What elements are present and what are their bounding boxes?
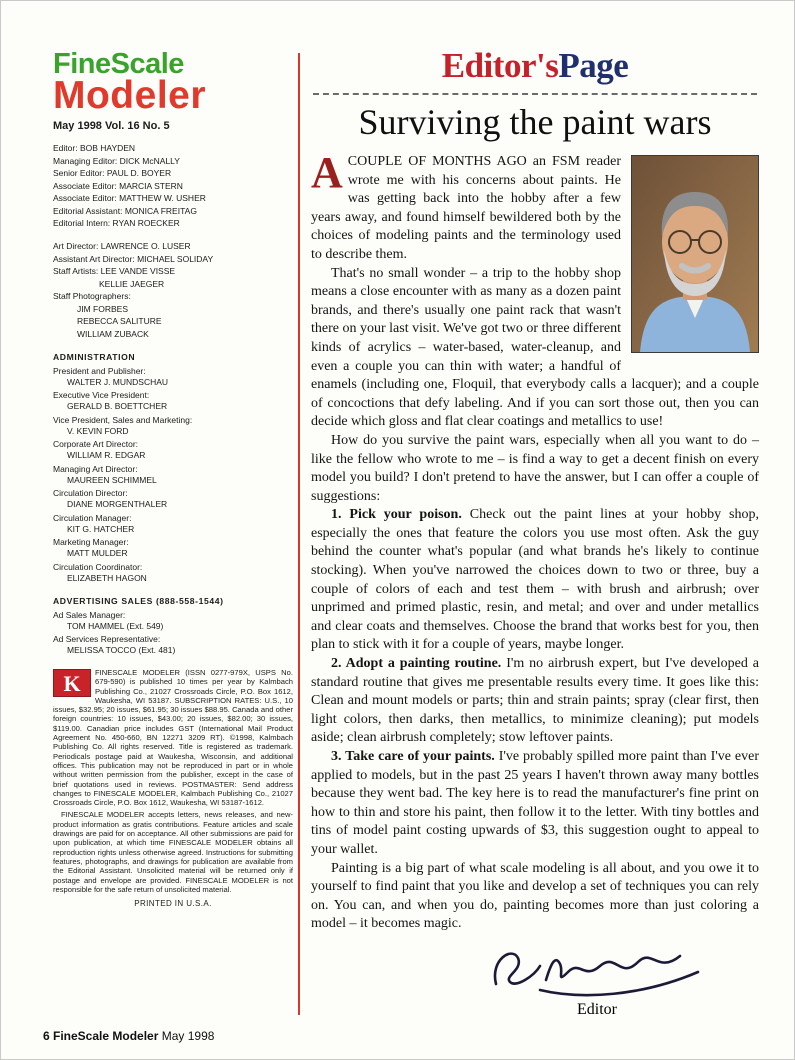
staff-role: Editor: (53, 143, 78, 153)
staff-role: Circulation Coordinator: (53, 561, 143, 572)
staff-line (53, 279, 293, 290)
staff-name: GERALD B. BOETTCHER (67, 401, 168, 411)
staff-role: Assistant Art Director: (53, 253, 135, 264)
printed-in-usa: PRINTED IN U.S.A. (134, 899, 212, 909)
paragraph-text: COUPLE OF MONTHS AGO an FSM reader wrote me with his concerns about paints. He was getting back into the hobby after a few years away, and found himself bewildered both by the choices of modeling paints and the terminology used to describe them. (311, 154, 621, 262)
staff-name: MARCIA STERN (119, 180, 183, 191)
staff-name: KELLIE JAEGER (99, 278, 165, 289)
staff-role: Editorial Assistant: (53, 205, 123, 216)
administration-heading: ADMINISTRATION (53, 351, 136, 362)
editor-portrait-illustration (632, 156, 758, 352)
staff-line (53, 156, 293, 167)
vertical-divider (298, 53, 300, 1015)
masthead-sidebar (53, 48, 293, 909)
footer-magazine: 6 FineScale Modeler (43, 1029, 159, 1043)
article-column (311, 47, 759, 1019)
editor-byline: Editor (577, 1000, 617, 1018)
header-page: Page (558, 46, 629, 85)
article-paragraph (311, 655, 759, 748)
staff-line (53, 266, 293, 277)
staff-role: Associate Editor: (53, 193, 117, 203)
staff-name: MATTHEW W. USHER (119, 193, 206, 203)
staff-line (53, 291, 293, 302)
staff-role: Staff Photographers: (53, 291, 131, 301)
paragraph-text: I've probably spilled more paint than I've ever applied to models, but in the past 25 years I haven't thrown away many bottles because they went bad. The key here is to read the manufacturer's fine print on how to thin and store his paint, then follow it to the letter. With tiny bottles and tins of model paint costing upwards of $3, this suggestion ought to appeal to your wallet. (311, 749, 759, 857)
paragraph-text: I'm no airbrush expert, but I've developed a standard routine that gives me presentable results every time. It goes like this: Clean and mount models or parts; thin and strain paints; spray (clear first, then light colors, then darks, then metallics, to minimize cleaning); put models aside; clean airbrush completely; stow leftover paints. (311, 656, 760, 746)
footer-date: May 1998 (161, 1029, 215, 1043)
staff-role: Executive Vice President: (53, 390, 150, 400)
staff-role: President and Publisher: (53, 365, 146, 376)
section-header (311, 47, 759, 85)
staff-role: Senior Editor: (53, 168, 105, 178)
staff-entry (53, 488, 293, 510)
staff-entry (53, 610, 293, 632)
kalmbach-logo: K (53, 669, 91, 697)
paragraph-text: Painting is a big part of what scale modeling is all about, and you owe it to yourself to find paint that you like and develop a set of techniques you can rely on. You can, and when you do, painting becomes more than just coloring a model – it becomes magic. (311, 860, 759, 932)
page-footer (43, 1029, 214, 1043)
staff-role: Corporate Art Director: (53, 439, 139, 449)
staff-role: Circulation Director: (53, 488, 128, 498)
issue-info: May 1998 Vol. 16 No. 5 (53, 120, 170, 132)
art-staff-list (53, 241, 293, 340)
advertising-heading: ADVERTISING SALES (888-558-1544) (53, 595, 224, 606)
dashed-divider (313, 93, 757, 95)
staff-role: Staff Artists: (53, 266, 99, 276)
fine-print-text: FINESCALE MODELER accepts letters, news releases, and new-product information as gratis contributions. Feature articles and scale drawings are paid for on acceptance. All other submissions are paid for upon publication, at which time FINESCALE MODELER obtains all reproduction rights unless otherwise agreed. Instructions for submitting features, photographs, and drawings for publication are available from the Editorial Assistant. Unsolicited material will be returned only if postage and envelope are provided. FINESCALE MODELER is not responsible for the safe return of unsolicited material. (53, 810, 293, 894)
staff-entry (53, 537, 293, 559)
staff-name: WILLIAM ZUBACK (77, 328, 149, 339)
fine-print-paragraph (53, 810, 293, 894)
staff-name: KIT G. HATCHER (67, 523, 135, 534)
paragraph-text: Check out the paint lines at your hobby shop, especially the ones that feature the colors you use most often. Ask the guy behind the counter what's popular (and what brands he's likely to continue stocking). When you've narrowed the choices down to two or three, buy a couple of colors of each and test them – with brush and airbrush; over unprimed and primed plastic, resin, and metal; and over and under metallics and clear coats and themselves. Choose the brand that works best for you, then plan to stick with it for a couple of years, maybe longer. (311, 507, 759, 653)
staff-line (53, 206, 293, 217)
staff-line (53, 193, 293, 204)
editorial-staff-list (53, 143, 293, 229)
staff-name: LAWRENCE O. LUSER (100, 241, 191, 251)
editor-signature (482, 942, 712, 1000)
article-paragraph (311, 506, 759, 655)
staff-entry (53, 390, 293, 412)
staff-name: MAUREEN SCHIMMEL (67, 474, 157, 485)
fine-print-text: FINESCALE MODELER (ISSN 0277-979X, USPS No. 679-590) is published 10 times per year by Kalmbach Publishing Co., 21027 Crossroads Circle, P.O. Box 1612, Waukesha, WI 53187. SUBSCRIPTION RATES: U.S., 10 issues, $32.95; 20 issues, $61.95; 30 issues $88.95. Canada and other foreign countries: 10 issues, $43.00; 20 issues, $82.00; 30 issues, $119.00. Canadian price includes GST (International Mail Product Agreement No. 450-660, BN 12271 3209 RT). ©1998, Kalmbach Publishing Co. All rights reserved. Title is registered as trademark. Periodicals postage paid at Waukesha, Wisconsin, and additional offices. This publication may not be reproduced in part or in whole without written permission from the publisher, except in the case of brief quotations used in reviews. POSTMASTER: Send address changes to FINESCALE MODELER, Kalmbach Publishing Co., 21027 Crossroads Circle, P.O. Box 1612, Waukesha, WI 53187-1612. (53, 668, 293, 808)
staff-entry (53, 366, 293, 388)
staff-line (53, 329, 293, 340)
paragraph-text: How do you survive the paint wars, especially when all you want to do – like the fellow who wrote to me – is find a way to get a decent finish on every model you build? I don't pretend to have the answer, but I can offer a couple of suggestions: (311, 432, 759, 504)
staff-entry (53, 464, 293, 486)
staff-name: MELISSA TOCCO (Ext. 481) (67, 645, 176, 655)
staff-line (53, 143, 293, 154)
article-paragraph (311, 432, 759, 506)
staff-entry (53, 439, 293, 461)
staff-name: V. KEVIN FORD (67, 425, 129, 436)
advertising-list (53, 596, 293, 657)
fine-print-paragraph (53, 668, 293, 807)
staff-line (53, 254, 293, 265)
staff-line (53, 168, 293, 179)
logo-finescale: FineScale (53, 48, 184, 80)
staff-role: Ad Sales Manager: (53, 609, 126, 620)
staff-name: MATT MULDER (67, 548, 128, 558)
staff-name: WILLIAM R. EDGAR (67, 450, 146, 460)
staff-role: Managing Editor: (53, 155, 118, 166)
staff-role: Editorial Intern: (53, 218, 111, 228)
staff-entry (53, 513, 293, 535)
staff-line (53, 304, 293, 315)
paragraph-lead: 3. Take care of your paints. (331, 749, 495, 764)
staff-role: Managing Art Director: (53, 463, 138, 474)
staff-name: DIANE MORGENTHALER (67, 499, 168, 509)
staff-name: REBECCA SALITURE (77, 316, 162, 326)
staff-name: MICHAEL SOLIDAY (137, 253, 214, 264)
magazine-logo (53, 48, 293, 117)
header-editors: Editor's (441, 46, 559, 85)
staff-name: ELIZABETH HAGON (67, 572, 147, 583)
article-paragraph (311, 860, 759, 934)
staff-line (53, 218, 293, 229)
staff-entry (53, 634, 293, 656)
signature-block (447, 942, 747, 1019)
staff-line (53, 316, 293, 327)
paragraph-lead: 2. Adopt a painting routine. (331, 656, 502, 672)
paragraph-lead: 1. Pick your poison. (331, 507, 462, 523)
staff-role: Marketing Manager: (53, 537, 129, 547)
staff-line (53, 241, 293, 252)
editor-photo (631, 155, 759, 353)
publisher-fine-print (53, 668, 293, 908)
staff-role: Associate Editor: (53, 180, 117, 191)
staff-entry (53, 415, 293, 437)
staff-role: Ad Services Representative: (53, 634, 161, 644)
article-body (311, 148, 760, 934)
staff-name: TOM HAMMEL (Ext. 549) (67, 620, 164, 631)
staff-name: MONICA FREITAG (124, 205, 197, 216)
dropcap: A (311, 148, 343, 197)
staff-name: WALTER J. MUNDSCHAU (67, 376, 169, 387)
staff-role: Art Director: (53, 241, 99, 251)
article-title: Surviving the paint wars (358, 102, 712, 142)
article-paragraph (311, 748, 759, 860)
staff-role: Circulation Manager: (53, 512, 132, 523)
administration-list (53, 352, 293, 584)
staff-entry (53, 562, 293, 584)
paragraph-text: That's no small wonder – a trip to the hobby shop means a close encounter with as many as a dozen paint brands, and there's usually one paint rack that wasn't there on your last visit. We've got two or three different kinds of acrylics – water-based, water-cleanup, and even a couple you can thin with water; a handful of enamels (including one, Floquil, that everybody calls a lacquer); and a couple of concoctions that defy labeling. And if you can sort those out, then you can decide which gloss and flat clear coatings and metallics to use! (311, 265, 759, 430)
staff-name: DICK McNALLY (119, 155, 180, 166)
staff-name: BOB HAYDEN (79, 143, 136, 153)
staff-name: LEE VANDE VISSE (100, 266, 176, 276)
staff-name: PAUL D. BOYER (106, 168, 172, 178)
staff-name: JIM FORBES (77, 303, 129, 314)
staff-line (53, 181, 293, 192)
staff-role: Vice President, Sales and Marketing: (53, 414, 193, 425)
logo-modeler: Modeler (53, 74, 207, 117)
staff-name: RYAN ROECKER (112, 218, 180, 228)
